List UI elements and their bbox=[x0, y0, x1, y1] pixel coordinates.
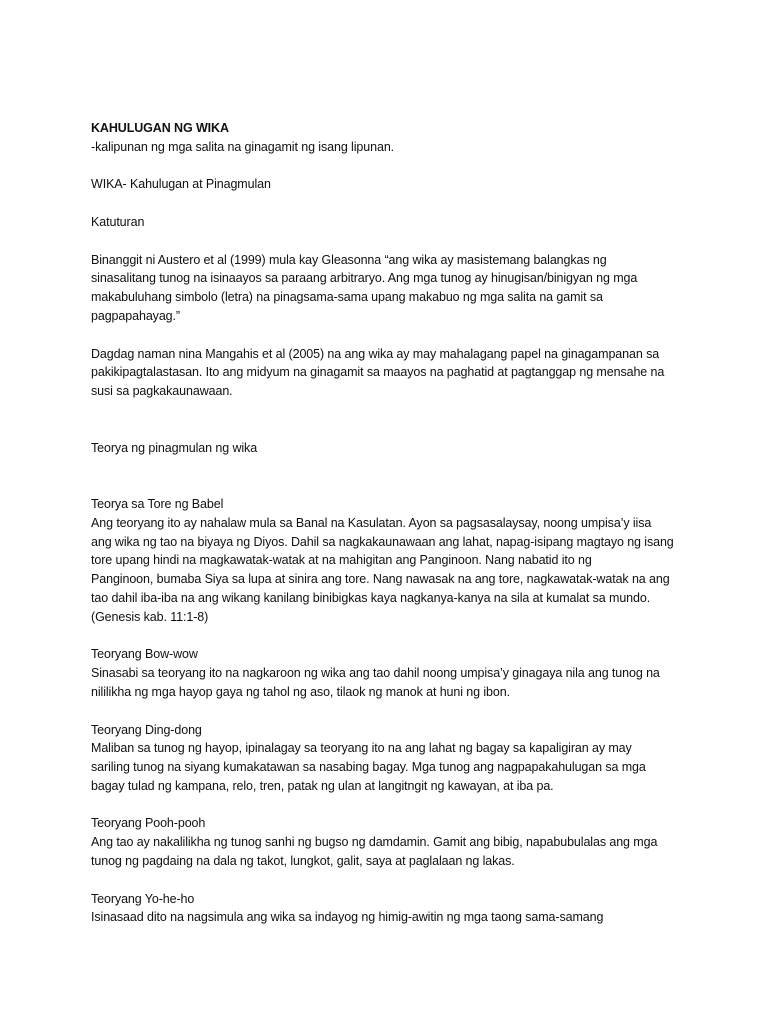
section-heading: Teoryang Pooh-pooh bbox=[91, 816, 206, 831]
document-page bbox=[91, 119, 691, 927]
section-line: tunog ng pagdaing na dala ng takot, lungkot, galit, saya at paglalaan ng lakas. bbox=[91, 854, 515, 869]
definition-text: -kalipunan ng mga salita na ginagamit ng isang lipunan. bbox=[91, 139, 395, 154]
section-line: Isinasaad dito na nagsimula ang wika sa indayog ng himig-awitin ng mga taong sama-samang bbox=[91, 910, 604, 925]
section-line: tao dahil iba-iba na ang wikang kanilang binibigkas kaya nagkanya-kanya na sila at kumalat sa mundo. bbox=[91, 590, 651, 605]
section-line: sariling tunog na siyang kumakatawan sa nasabing bagay. Mga tunog ang nagpapakahulugan sa mga bbox=[91, 760, 646, 775]
paragraph-line: pagpapahayag.” bbox=[91, 308, 180, 323]
section-line: Maliban sa tunog ng hayop, ipinalagay sa teoryang ito na ang lahat ng bagay sa kapaligiran ay may bbox=[91, 741, 632, 756]
section-heading: Teorya sa Tore ng Babel bbox=[91, 496, 224, 511]
paragraph-line: Binanggit ni Austero et al (1999) mula kay Gleasonna “ang wika ay masistemang balangkas ng bbox=[91, 252, 607, 267]
section-heading: Teoryang Bow-wow bbox=[91, 647, 198, 662]
theories-heading: Teorya ng pinagmulan ng wika bbox=[91, 440, 258, 455]
document-title: KAHULUGAN NG WIKA bbox=[91, 121, 229, 135]
section-line: Ang teoryang ito ay nahalaw mula sa Banal na Kasulatan. Ayon sa pagsasalaysay, noong umpisa’y iisa bbox=[91, 515, 652, 530]
section-pooh-pooh bbox=[91, 814, 691, 870]
section-line: bagay tulad ng kampana, relo, tren, patak ng ulan at langitngit ng kawayan, at iba pa. bbox=[91, 778, 554, 793]
section-line: (Genesis kab. 11:1-8) bbox=[91, 609, 209, 624]
section-tore-ng-babel bbox=[91, 495, 691, 627]
paragraph-austero bbox=[91, 251, 691, 326]
katuturan-heading: Katuturan bbox=[91, 214, 145, 229]
section-line: tore upang hindi na magkawatak-watak at na mahigitan ang Panginoon. Nang nabatid ito ng bbox=[91, 553, 592, 568]
paragraph-line: susi sa pagkakaunawaan. bbox=[91, 384, 233, 399]
section-line: nililikha ng mga hayop gaya ng tahol ng aso, tilaok ng manok at huni ng ibon. bbox=[91, 684, 510, 699]
document-subtitle: WIKA- Kahulugan at Pinagmulan bbox=[91, 177, 271, 192]
section-line: Sinasabi sa teoryang ito na nagkaroon ng wika ang tao dahil noong umpisa’y ginagaya nila ang tunog na bbox=[91, 666, 660, 681]
section-yo-he-ho bbox=[91, 890, 691, 928]
section-ding-dong bbox=[91, 721, 691, 796]
section-line: Panginoon, bumaba Siya sa lupa at sinira ang tore. Nang nawasak na ang tore, nagkawatak-watak na ang bbox=[91, 572, 670, 587]
paragraph-line: makabuluhang simbolo (letra) na pinagsama-sama upang makabuo ng mga salita na gamit sa bbox=[91, 290, 603, 305]
paragraph-line: pakikipagtalastasan. Ito ang midyum na ginagamit sa maayos na paghatid at pagtanggap ng mensahe na bbox=[91, 365, 665, 380]
section-line: Ang tao ay nakalilikha ng tunog sanhi ng bugso ng damdamin. Gamit ang bibig, napabubulalas ang mga bbox=[91, 835, 658, 850]
paragraph-mangahis bbox=[91, 345, 691, 401]
paragraph-line: sinasalitang tunog na isinaayos sa paraang arbitraryo. Ang mga tunog ay hinugisan/binigyan ng mga bbox=[91, 271, 638, 286]
section-bow-wow bbox=[91, 645, 691, 701]
paragraph-line: Dagdag naman nina Mangahis et al (2005) na ang wika ay may mahalagang papel na ginagampanan sa bbox=[91, 346, 660, 361]
section-heading: Teoryang Ding-dong bbox=[91, 722, 202, 737]
section-heading: Teoryang Yo-he-ho bbox=[91, 891, 195, 906]
section-line: ang wika ng tao na biyaya ng Diyos. Dahil sa nagkakaunawaan ang lahat, napag-isipang magtayo ng isang bbox=[91, 534, 674, 549]
